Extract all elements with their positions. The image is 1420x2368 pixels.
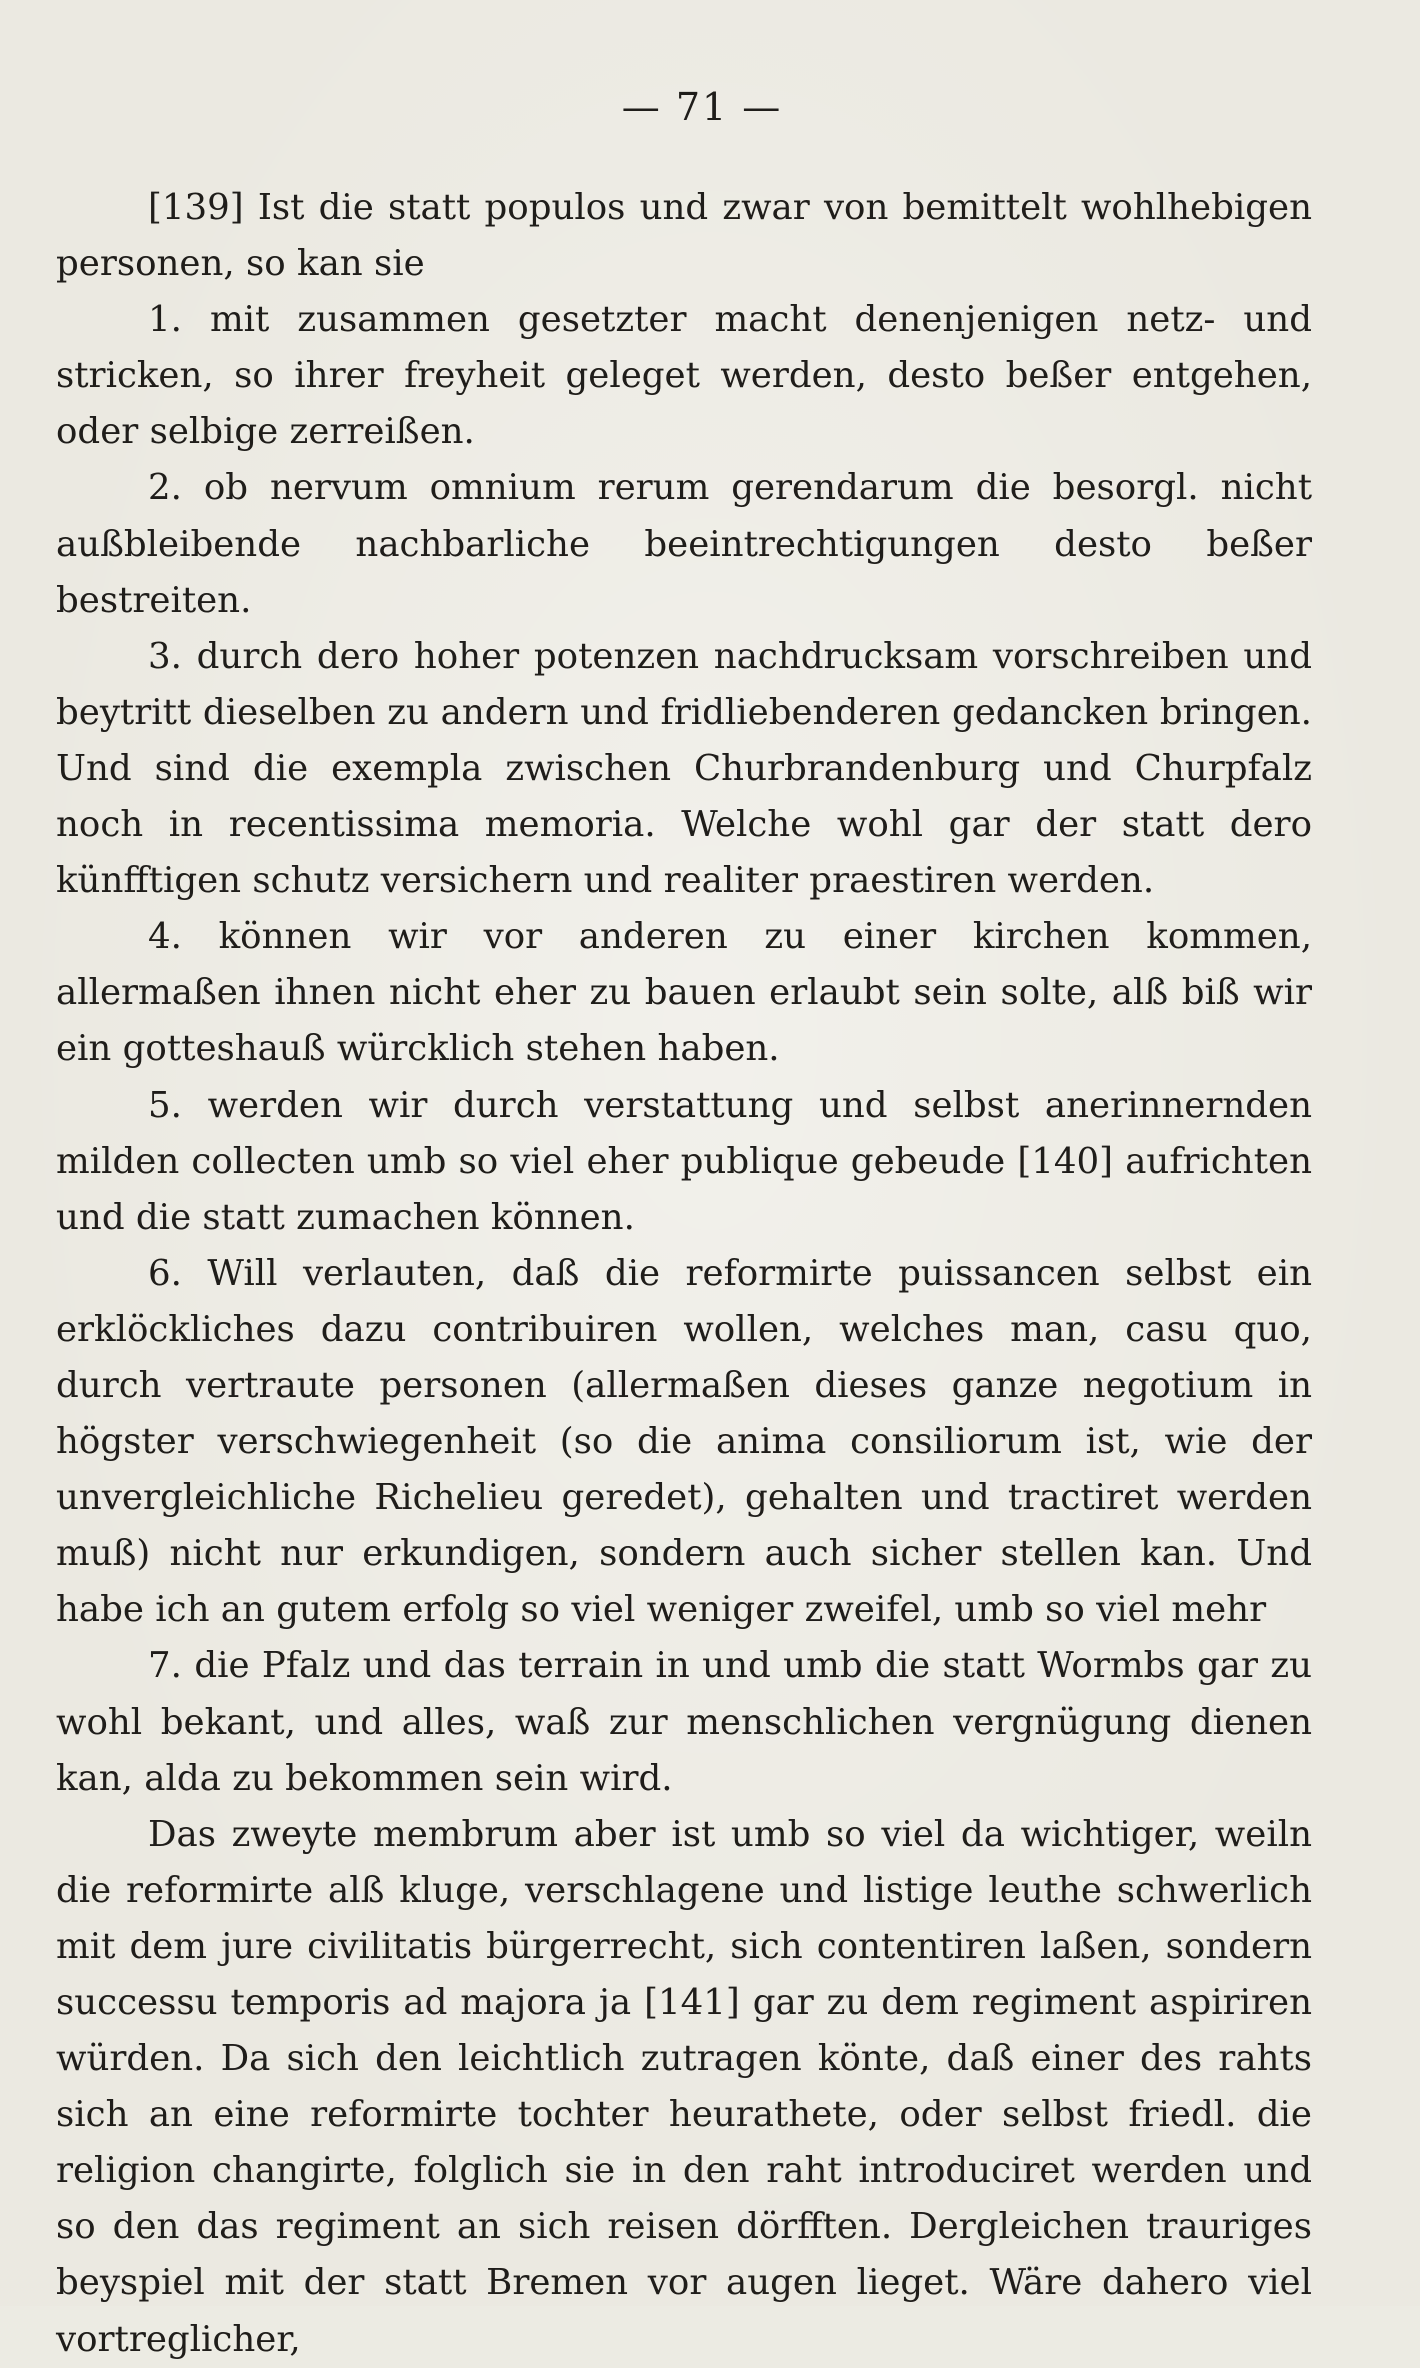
page-number: — 71 —: [621, 85, 783, 129]
paragraph-intro: [139] Ist die statt populos und zwar von bemittelt wohlhebigen personen, so kan sie: [56, 187, 1312, 285]
document-text: [56, 180, 1312, 2368]
paragraph-point-5: 5. werden wir durch verstattung und selbst anerinnernden milden collecten umb so viel eher publique gebeude [140] aufrichten und die statt zumachen können.: [56, 1084, 1312, 1238]
paragraph-second-membrum: Das zweyte membrum aber ist umb so viel da wichtiger, weiln die reformirte alß kluge, verschlagene und listige leuthe schwerlich mit dem jure civilitatis bürgerrecht, sich contentiren laßen, sondern successu temporis ad majora ja [141] gar zu dem regiment aspiriren würden. Da sich den leichtlich zutragen könte, daß einer des rahts sich an eine reformirte tochter heurathete, oder selbst friedl. die religion changirte, folglich sie in den raht introduciret werden und so den das regiment an sich reisen dörfften. Dergleichen trauriges beyspiel mit der statt Bremen vor augen lieget. Wäre dahero viel vortreglicher,: [56, 1813, 1312, 2360]
paragraph-point-4: 4. können wir vor anderen zu einer kirchen kommen, allermaßen ihnen nicht eher zu bauen erlaubt sein solte, alß biß wir ein gotteshauß würcklich stehen haben.: [56, 916, 1312, 1070]
paragraph-point-6: 6. Will verlauten, daß die reformirte puissancen selbst ein erklöckliches dazu contribuiren wollen, welches man, casu quo, durch vertraute personen (allermaßen dieses ganze negotium in högster verschwiegenheit (so die anima consiliorum ist, wie der unvergleichliche Richelieu geredet), gehalten und tractiret werden muß) nicht nur erkundigen, sondern auch sicher stellen kan. Und habe ich an gutem erfolg so viel weniger zweifel, umb so viel mehr: [56, 1252, 1312, 1631]
paragraph-point-7: 7. die Pfalz und das terrain in und umb die statt Wormbs gar zu wohl bekant, und alles, waß zur menschlichen vergnügung dienen kan, alda zu bekommen sein wird.: [56, 1645, 1312, 1799]
paragraph-point-2: 2. ob nervum omnium rerum gerendarum die besorgl. nicht außbleibende nachbarliche beeintrechtigungen desto beßer bestreiten.: [56, 467, 1312, 621]
paragraph-point-3: 3. durch dero hoher potenzen nachdrucksam vorschreiben und beytritt dieselben zu andern und fridliebenderen gedancken bringen. Und sind die exempla zwischen Churbrandenburg und Churpfalz noch in recentissima memoria. Welche wohl gar der statt dero künfftigen schutz versichern und realiter praestiren werden.: [56, 635, 1312, 902]
paragraph-point-1: 1. mit zusammen gesetzter macht denenjenigen netz- und stricken, so ihrer freyheit geleget werden, desto beßer entgehen, oder selbige zerreißen.: [56, 299, 1312, 453]
